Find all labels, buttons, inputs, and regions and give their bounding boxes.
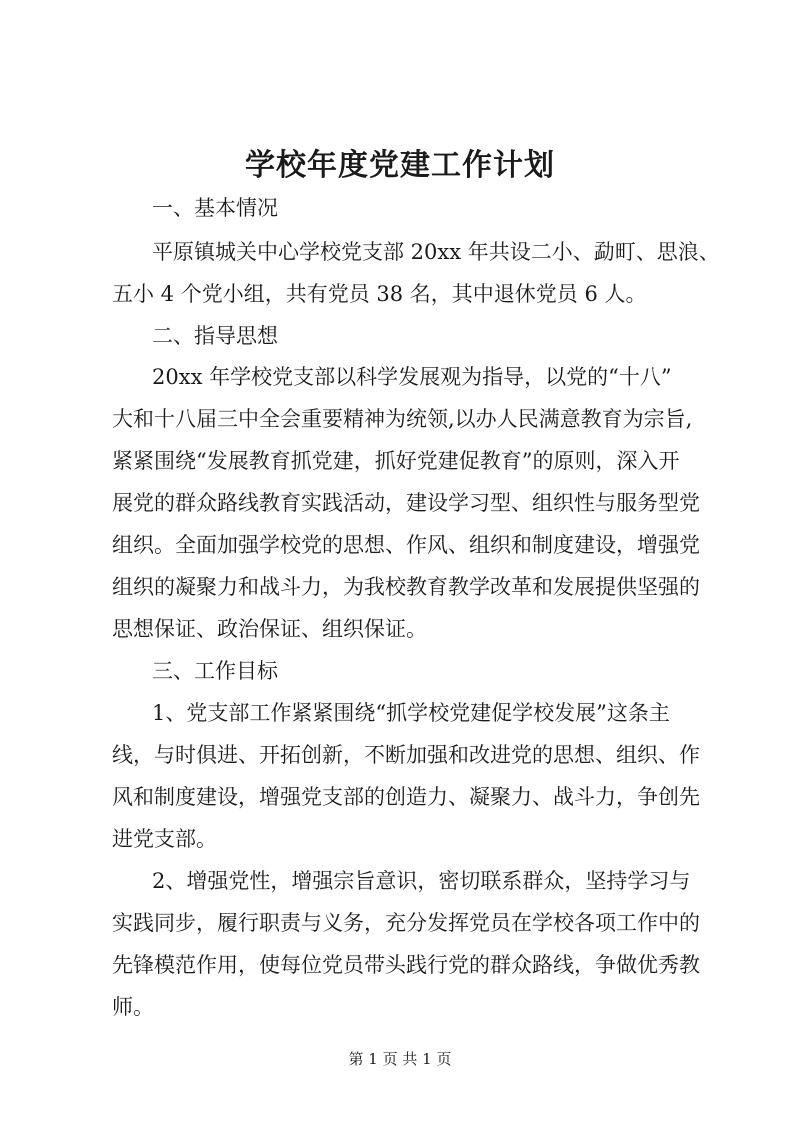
paragraph-line: 进党支部。 (112, 827, 217, 851)
paragraph-line: 线，与时俱进、开拓创新，不断加强和改进党的思想、组织、作 (112, 743, 700, 767)
paragraph-line: 紧紧围绕“发展教育抓党建，抓好党建促教育”的原则，深入开 (112, 449, 680, 473)
page-footer: 第 1 页 共 1 页 (348, 1050, 452, 1068)
paragraph-line: 五小 4 个党小组，共有党员 38 名，其中退休党员 6 人。 (112, 282, 647, 306)
paragraph-line: 展党的群众路线教育实践活动，建设学习型、组织性与服务型党 (112, 491, 700, 515)
paragraph-line: 师。 (112, 995, 154, 1019)
paragraph-line: 20xx 年学校党支部以科学发展观为指导，以党的“十八” (152, 365, 672, 389)
heading-basic-situation: 一、基本情况 (152, 196, 278, 220)
paragraph-line: 2、增强党性，增强宗旨意识，密切联系群众，坚持学习与 (152, 869, 691, 893)
paragraph-line: 平原镇城关中心学校党支部 20xx 年共设二小、勐町、思浪、 (152, 240, 720, 264)
paragraph-line: 先锋模范作用，使每位党员带头践行党的群众路线，争做优秀教 (112, 953, 700, 977)
paragraph-line: 思想保证、政治保证、组织保证。 (112, 617, 427, 641)
paragraph-line: 组织的凝聚力和战斗力，为我校教育教学改革和发展提供坚强的 (112, 575, 700, 599)
document-title: 学校年度党建工作计划 (245, 148, 555, 183)
paragraph-line: 实践同步，履行职责与义务，充分发挥党员在学校各项工作中的 (112, 911, 700, 935)
heading-work-goals: 三、工作目标 (152, 659, 278, 683)
paragraph-line: 大和十八届三中全会重要精神为统领,以办人民满意教育为宗旨, (112, 407, 693, 431)
paragraph-line: 风和制度建设，增强党支部的创造力、凝聚力、战斗力，争创先 (112, 785, 700, 809)
paragraph-line: 1、党支部工作紧紧围绕“抓学校党建促学校发展”这条主 (152, 701, 670, 725)
heading-guiding-ideology: 二、指导思想 (152, 324, 278, 348)
paragraph-line: 组织。全面加强学校党的思想、作风、组织和制度建设，增强党 (112, 533, 700, 557)
